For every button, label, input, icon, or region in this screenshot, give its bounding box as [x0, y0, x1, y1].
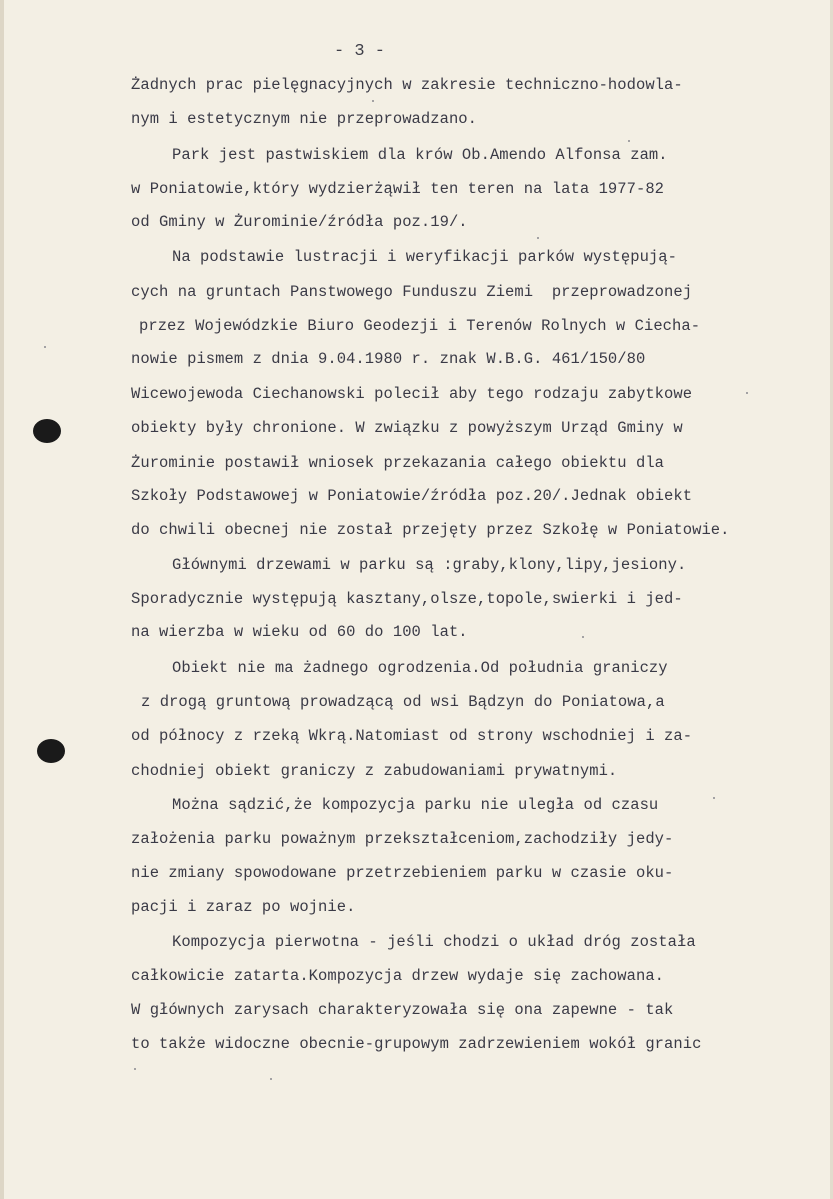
paper-speck [628, 140, 630, 142]
text-line: Można sądzić,że kompozycja parku nie uległa od czasu [172, 796, 659, 814]
text-line: Obiekt nie ma żadnego ogrodzenia.Od południa graniczy [172, 659, 668, 677]
text-line: Głównymi drzewami w parku są :graby,klony,lipy,jesiony. [172, 556, 687, 574]
page-left-edge [0, 0, 4, 1199]
text-line: Park jest pastwiskiem dla krów Ob.Amendo Alfonsa zam. [172, 146, 668, 164]
paper-speck [134, 1068, 136, 1070]
punch-hole-bottom [37, 739, 65, 763]
text-line: Wicewojewoda Ciechanowski polecił aby tego rodzaju zabytkowe [131, 385, 693, 403]
text-line: Żadnych prac pielęgnacyjnych w zakresie techniczno-hodowla- [131, 76, 683, 94]
text-line: od Gminy w Żurominie/źródła poz.19/. [131, 213, 468, 231]
text-line: przez Wojewódzkie Biuro Geodezji i Terenów Rolnych w Ciecha- [139, 317, 701, 335]
paper-speck [44, 346, 46, 348]
text-line: Szkoły Podstawowej w Poniatowie/źródła poz.20/.Jednak obiekt [131, 487, 693, 505]
paper-speck [582, 636, 584, 638]
text-line: chodniej obiekt graniczy z zabudowaniami prywatnymi. [131, 762, 618, 780]
paper-speck [270, 1078, 272, 1080]
punch-hole-top [33, 419, 61, 443]
text-line: założenia parku poważnym przekształceniom,zachodziły jedy- [131, 830, 674, 848]
text-line: całkowicie zatarta.Kompozycja drzew wydaje się zachowana. [131, 967, 665, 985]
text-line: nie zmiany spowodowane przetrzebieniem parku w czasie oku- [131, 864, 674, 882]
text-line: cych na gruntach Panstwowego Funduszu Ziemi przeprowadzonej [131, 283, 693, 301]
text-line: to także widoczne obecnie-grupowym zadrzewieniem wokół granic [131, 1035, 702, 1053]
paper-speck [746, 392, 748, 394]
text-line: Kompozycja pierwotna - jeśli chodzi o układ dróg została [172, 933, 696, 951]
page-number: - 3 - [334, 42, 386, 61]
paper-speck [713, 797, 715, 799]
text-line: Sporadycznie występują kasztany,olsze,topole,swierki i jed- [131, 590, 683, 608]
text-line: na wierzba w wieku od 60 do 100 lat. [131, 623, 468, 641]
text-line: do chwili obecnej nie został przejęty przez Szkołę w Poniatowie. [131, 521, 730, 539]
text-line: z drogą gruntową prowadzącą od wsi Bądzyn do Poniatowa,a [141, 693, 665, 711]
paper-speck [537, 237, 539, 239]
text-line: W głównych zarysach charakteryzowała się ona zapewne - tak [131, 1001, 674, 1019]
text-line: w Poniatowie,który wydzierżąwił ten teren na lata 1977-82 [131, 180, 665, 198]
text-line: nym i estetycznym nie przeprowadzano. [131, 110, 478, 128]
text-line: od północy z rzeką Wkrą.Natomiast od strony wschodniej i za- [131, 727, 693, 745]
text-line: nowie pismem z dnia 9.04.1980 r. znak W.B.G. 461/150/80 [131, 350, 646, 368]
text-line: obiekty były chronione. W związku z powyższym Urząd Gminy w [131, 419, 683, 437]
text-line: pacji i zaraz po wojnie. [131, 898, 356, 916]
text-line: Na podstawie lustracji i weryfikacji parków występują- [172, 248, 677, 266]
paper-speck [372, 100, 374, 102]
text-line: Żurominie postawił wniosek przekazania całego obiektu dla [131, 454, 665, 472]
